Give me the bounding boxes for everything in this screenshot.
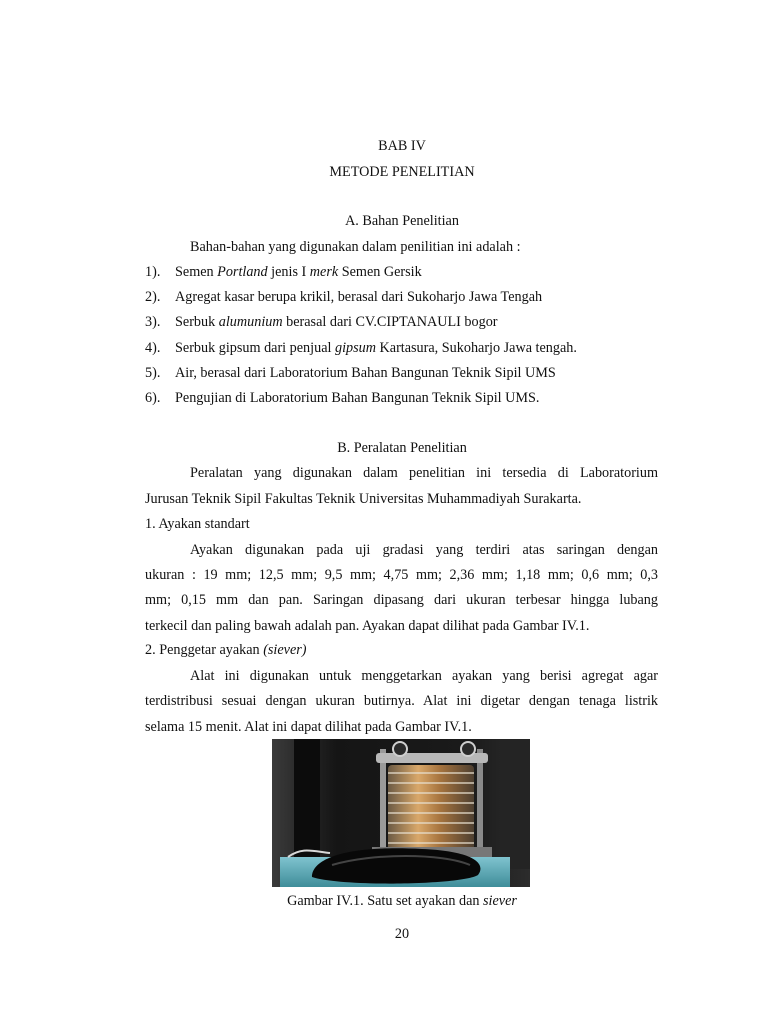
paragraph-line: selama 15 menit. Alat ini dapat dilihat pada Gambar IV.1.: [145, 719, 472, 735]
list-text: Pengujian di Laboratorium Bahan Bangunan Teknik Sipil UMS.: [175, 390, 540, 406]
paragraph-line: terdistribusi sesuai dengan ukuran butirnya. Alat ini digetar dengan tenaga listrik: [145, 693, 658, 709]
paragraph-line: Ayakan digunakan pada uji gradasi yang terdiri atas saringan dengan: [190, 542, 658, 558]
list-text: Air, berasal dari Laboratorium Bahan Bangunan Teknik Sipil UMS: [175, 365, 556, 381]
section-b-heading: B. Peralatan Penelitian: [337, 440, 467, 456]
list-text: Serbuk gipsum dari penjual gipsum Kartasura, Sukoharjo Jawa tengah.: [175, 340, 577, 356]
list-number: 5).: [145, 365, 161, 381]
subsection-heading-siever: 2. Penggetar ayakan (siever): [145, 642, 307, 658]
list-number: 2).: [145, 289, 161, 305]
page-number: 20: [394, 926, 410, 942]
paragraph-line: ukuran : 19 mm; 12,5 mm; 9,5 mm; 4,75 mm; 2,36 mm; 1,18 mm; 0,6 mm; 0,3: [145, 567, 658, 583]
paragraph-line: Alat ini digunakan untuk menggetarkan ayakan yang berisi agregat agar: [190, 668, 658, 684]
paragraph-line: mm; 0,15 mm dan pan. Saringan dipasang dari ukuran terbesar hingga lubang: [145, 592, 658, 608]
list-number: 3).: [145, 314, 161, 330]
list-number: 4).: [145, 340, 161, 356]
section-a-heading: A. Bahan Penelitian: [345, 213, 459, 229]
chapter-label: BAB IV: [378, 138, 426, 154]
sieve-shaker-photo: [272, 739, 530, 887]
chapter-title: METODE PENELITIAN: [329, 164, 475, 180]
list-text: Agregat kasar berupa krikil, berasal dari Sukoharjo Jawa Tengah: [175, 289, 543, 305]
subsection-heading-ayakan: 1. Ayakan standart: [145, 516, 250, 532]
paragraph-line: terkecil dan paling bawah adalah pan. Ayakan dapat dilihat pada Gambar IV.1.: [145, 618, 590, 634]
figure-caption: Gambar IV.1. Satu set ayakan dan siever: [287, 893, 517, 909]
paragraph-line: Jurusan Teknik Sipil Fakultas Teknik Universitas Muhammadiyah Surakarta.: [145, 491, 582, 507]
list-text: Semen Portland jenis I merk Semen Gersik: [175, 264, 422, 280]
list-number: 1).: [145, 264, 161, 280]
paragraph-line: Peralatan yang digunakan dalam penelitian ini tersedia di Laboratorium: [190, 465, 658, 481]
section-a-intro: Bahan-bahan yang digunakan dalam penilitian ini adalah :: [190, 239, 521, 255]
list-text: Serbuk alumunium berasal dari CV.CIPTANAULI bogor: [175, 314, 498, 330]
list-number: 6).: [145, 390, 161, 406]
